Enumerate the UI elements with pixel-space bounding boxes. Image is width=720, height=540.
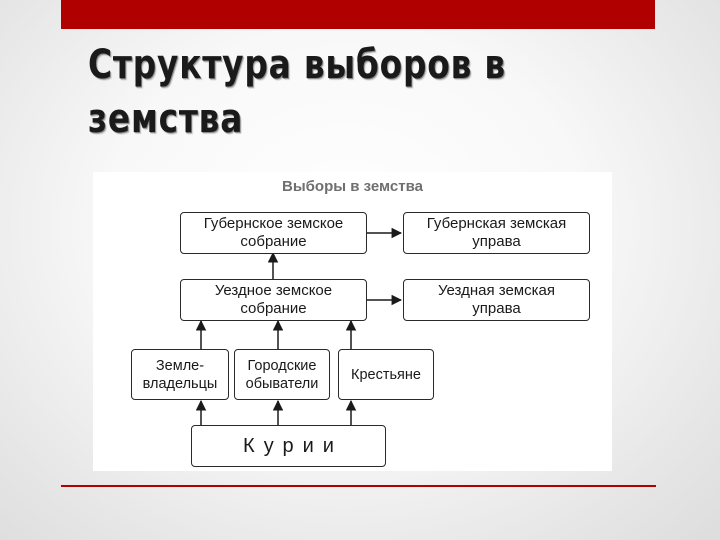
elections-diagram xyxy=(93,172,612,471)
node-krestyane: Крестьяне xyxy=(338,349,434,400)
slide-title: Структура выборов в земства xyxy=(88,42,507,142)
footer-divider xyxy=(61,485,656,487)
node-uezd-uprava: Уездная земская управа xyxy=(403,279,590,321)
node-zemlevladeltsy: Земле- владельцы xyxy=(131,349,229,400)
header-accent-bar xyxy=(61,0,655,29)
node-kurii: Курии xyxy=(191,425,386,467)
node-gub-uprava: Губернская земская управа xyxy=(403,212,590,254)
diagram-title: Выборы в земства xyxy=(282,178,423,195)
node-gub-sobranie: Губернское земское собрание xyxy=(180,212,367,254)
node-gorodskie-obyvateli: Городские обыватели xyxy=(234,349,330,400)
node-uezd-sobranie: Уездное земское собрание xyxy=(180,279,367,321)
